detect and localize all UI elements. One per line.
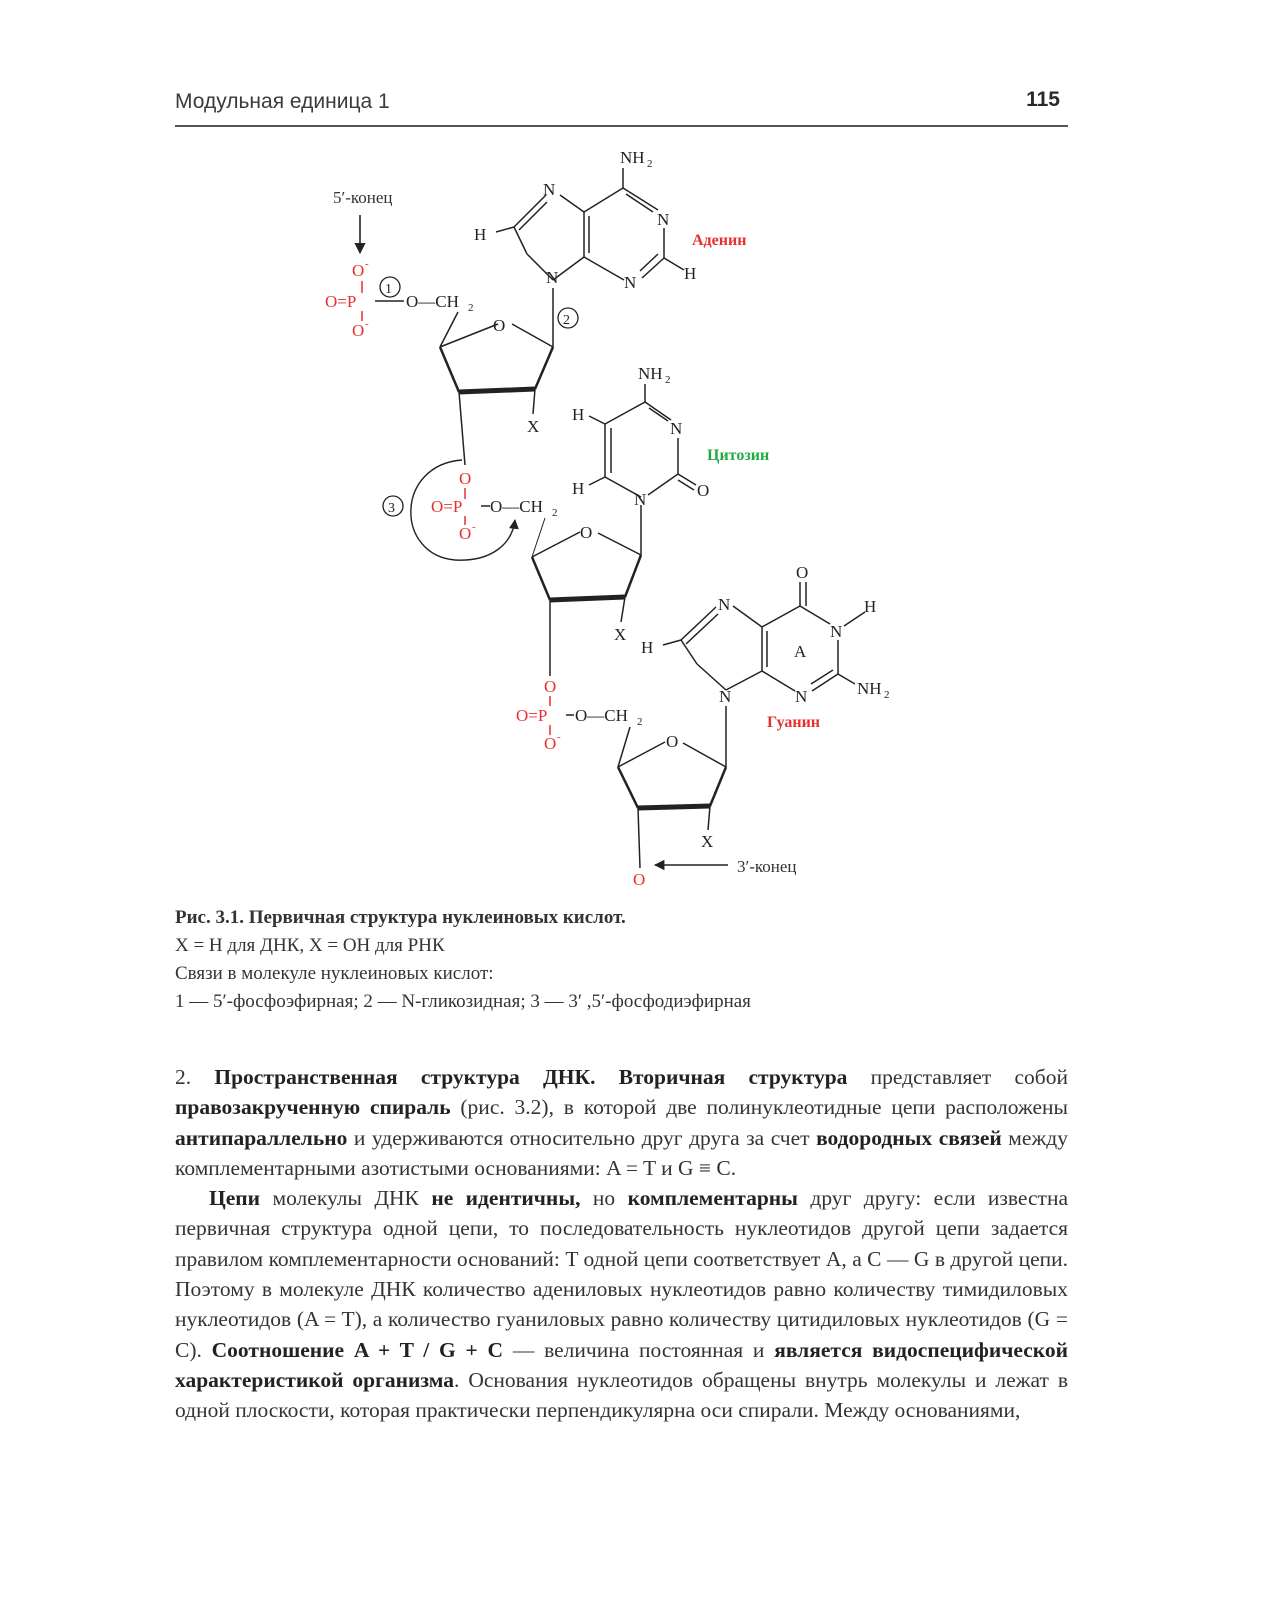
svg-text:N: N	[670, 419, 683, 438]
svg-text:N: N	[634, 490, 647, 509]
svg-text:2: 2	[637, 716, 643, 728]
svg-text:H: H	[864, 597, 877, 616]
emphasis: Цепи	[209, 1186, 261, 1211]
section-number: 2	[175, 1065, 186, 1089]
ester-link-2	[481, 497, 558, 519]
ring-oxygen-2: O	[580, 523, 593, 542]
svg-text:O: O	[796, 563, 809, 582]
five-prime-end-label: 5′-конец	[333, 188, 393, 207]
cytosine-base	[589, 384, 696, 497]
svg-text:2: 2	[884, 689, 890, 701]
svg-text:1: 1	[385, 282, 392, 297]
ring-oxygen-1: O	[493, 316, 506, 335]
svg-text:H: H	[572, 479, 585, 498]
header-rule	[175, 125, 1068, 127]
paragraph-2: Цепи молекулы ДНК не идентичны, но комплементарны друг другу: если известна первичная структура одной цепи, то последовательность нуклеотидов другой цепи задается правилом комплементарности оснований: T одной цепи соответствует A, а C — G в другой цепи. Поэтому в молекуле ДНК количество адениловых нуклеотидов равно количеству тимидиловых нуклеотидов (A = T), а количество гуаниловых равно количеству цитидиловых нуклеотидов (G = C). Соотношение A + T / G + C — величина постоянная и является видоспецифической характеристикой организма. Основания нуклеотидов обращены внутрь молекулы и лежат в одной плоскости, которая практически перпендикулярна оси спирали. Между основаниями,	[175, 1186, 1069, 1423]
three-prime-end-label: 3′-конец	[737, 857, 797, 876]
svg-text:2: 2	[665, 374, 671, 386]
svg-text:N: N	[546, 268, 559, 287]
svg-text:N: N	[718, 595, 731, 614]
bond-marker-2	[558, 308, 578, 328]
three-prime-oxygen: O	[633, 870, 646, 889]
svg-text:2: 2	[563, 313, 570, 328]
svg-text:NH: NH	[620, 148, 645, 167]
svg-text:N: N	[719, 687, 732, 706]
svg-text:2: 2	[647, 158, 653, 170]
substituent-x-1: X	[527, 417, 540, 436]
svg-text:2: 2	[468, 302, 474, 314]
svg-text:H: H	[572, 405, 585, 424]
svg-text:-: -	[365, 318, 369, 330]
svg-text:O: O	[544, 677, 557, 696]
svg-text:O=P: O=P	[516, 706, 548, 725]
caption-title: Рис. 3.1. Первичная структура нуклеиновых кислот.	[175, 907, 626, 928]
svg-text:N: N	[657, 210, 670, 229]
svg-text:O=P: O=P	[431, 497, 463, 516]
ester-link-3	[566, 706, 643, 728]
bond-marker-1	[380, 277, 400, 297]
body-text	[175, 1062, 1068, 1426]
deoxyribose-ring-1	[440, 288, 553, 465]
paragraph-1: 2. Пространственная структура ДНК. Вторичная структура представляет собой правозакрученную спираль (рис. 3.2), в которой две полинуклеотидные цепи расположены антипараллельно и удерживаются относительно друг друга за счет водородных связей между комплементарными азотистыми основаниями: A = T и G ≡ C.	[175, 1065, 1069, 1180]
adenine-base	[496, 168, 684, 280]
emphasis: комплементарны	[627, 1186, 798, 1211]
svg-text:O—CH: O—CH	[575, 706, 628, 725]
svg-text:O=P: O=P	[325, 292, 357, 311]
ester-link-1	[406, 292, 474, 314]
svg-text:-: -	[557, 731, 561, 743]
svg-text:O—CH: O—CH	[490, 497, 543, 516]
nucleic-acid-structure-figure	[0, 140, 1280, 910]
phosphate-group-3	[516, 677, 561, 753]
svg-text:NH: NH	[857, 679, 882, 698]
cytosine-label: Цитозин	[707, 447, 770, 464]
svg-text:A: A	[794, 642, 807, 661]
ring-oxygen-3: O	[666, 732, 679, 751]
emphasis: Пространственная структура ДНК. Вторичная структура	[214, 1065, 848, 1089]
page-header	[175, 88, 1068, 126]
phosphate-group-2	[431, 469, 476, 543]
caption-line-2: Связи в молекуле нуклеиновых кислот:	[175, 963, 494, 984]
substituent-x-3: X	[701, 832, 714, 851]
adenine-atoms	[474, 148, 696, 292]
svg-text:O: O	[352, 321, 365, 340]
svg-text:N: N	[830, 622, 843, 641]
svg-text:H: H	[641, 638, 654, 657]
svg-text:-: -	[365, 258, 369, 270]
emphasis: правозакрученную спираль	[175, 1095, 451, 1120]
svg-text:NH: NH	[638, 364, 663, 383]
caption-line-1: X = H для ДНК, X = OH для РНК	[175, 935, 445, 956]
emphasis: не идентичны,	[431, 1186, 581, 1211]
svg-text:O: O	[459, 469, 472, 488]
svg-text:O—CH: O—CH	[406, 292, 459, 311]
emphasis: является видоспецифической характеристикой организма	[175, 1337, 1069, 1392]
emphasis: Соотношение A + T / G + C	[211, 1337, 504, 1362]
svg-text:O: O	[697, 481, 710, 500]
svg-text:O: O	[544, 734, 557, 753]
svg-text:N: N	[543, 180, 556, 199]
emphasis: водородных связей	[816, 1125, 1002, 1150]
svg-text:N: N	[795, 687, 808, 706]
svg-text:H: H	[684, 264, 697, 283]
bond-marker-3	[383, 496, 403, 516]
svg-text:O: O	[459, 524, 472, 543]
svg-text:O: O	[352, 261, 365, 280]
svg-text:H: H	[474, 225, 487, 244]
guanine-atoms	[641, 563, 890, 706]
guanine-label: Гуанин	[767, 714, 821, 731]
caption-line-3: 1 — 5′-фосфоэфирная; 2 — N-гликозидная; 3 — 3′ ,5′-фосфодиэфирная	[175, 991, 751, 1012]
running-head: Модульная единица 1	[175, 90, 390, 113]
svg-text:N: N	[624, 273, 637, 292]
substituent-x-2: X	[614, 625, 627, 644]
svg-text:-: -	[472, 521, 476, 533]
phosphate-group-1	[325, 258, 369, 340]
adenine-label: Аденин	[692, 232, 747, 249]
svg-text:2: 2	[552, 507, 558, 519]
emphasis: антипараллельно	[175, 1125, 348, 1150]
figure-caption	[175, 904, 1075, 1016]
svg-text:3: 3	[388, 501, 395, 516]
page-number: 115	[1026, 88, 1060, 111]
